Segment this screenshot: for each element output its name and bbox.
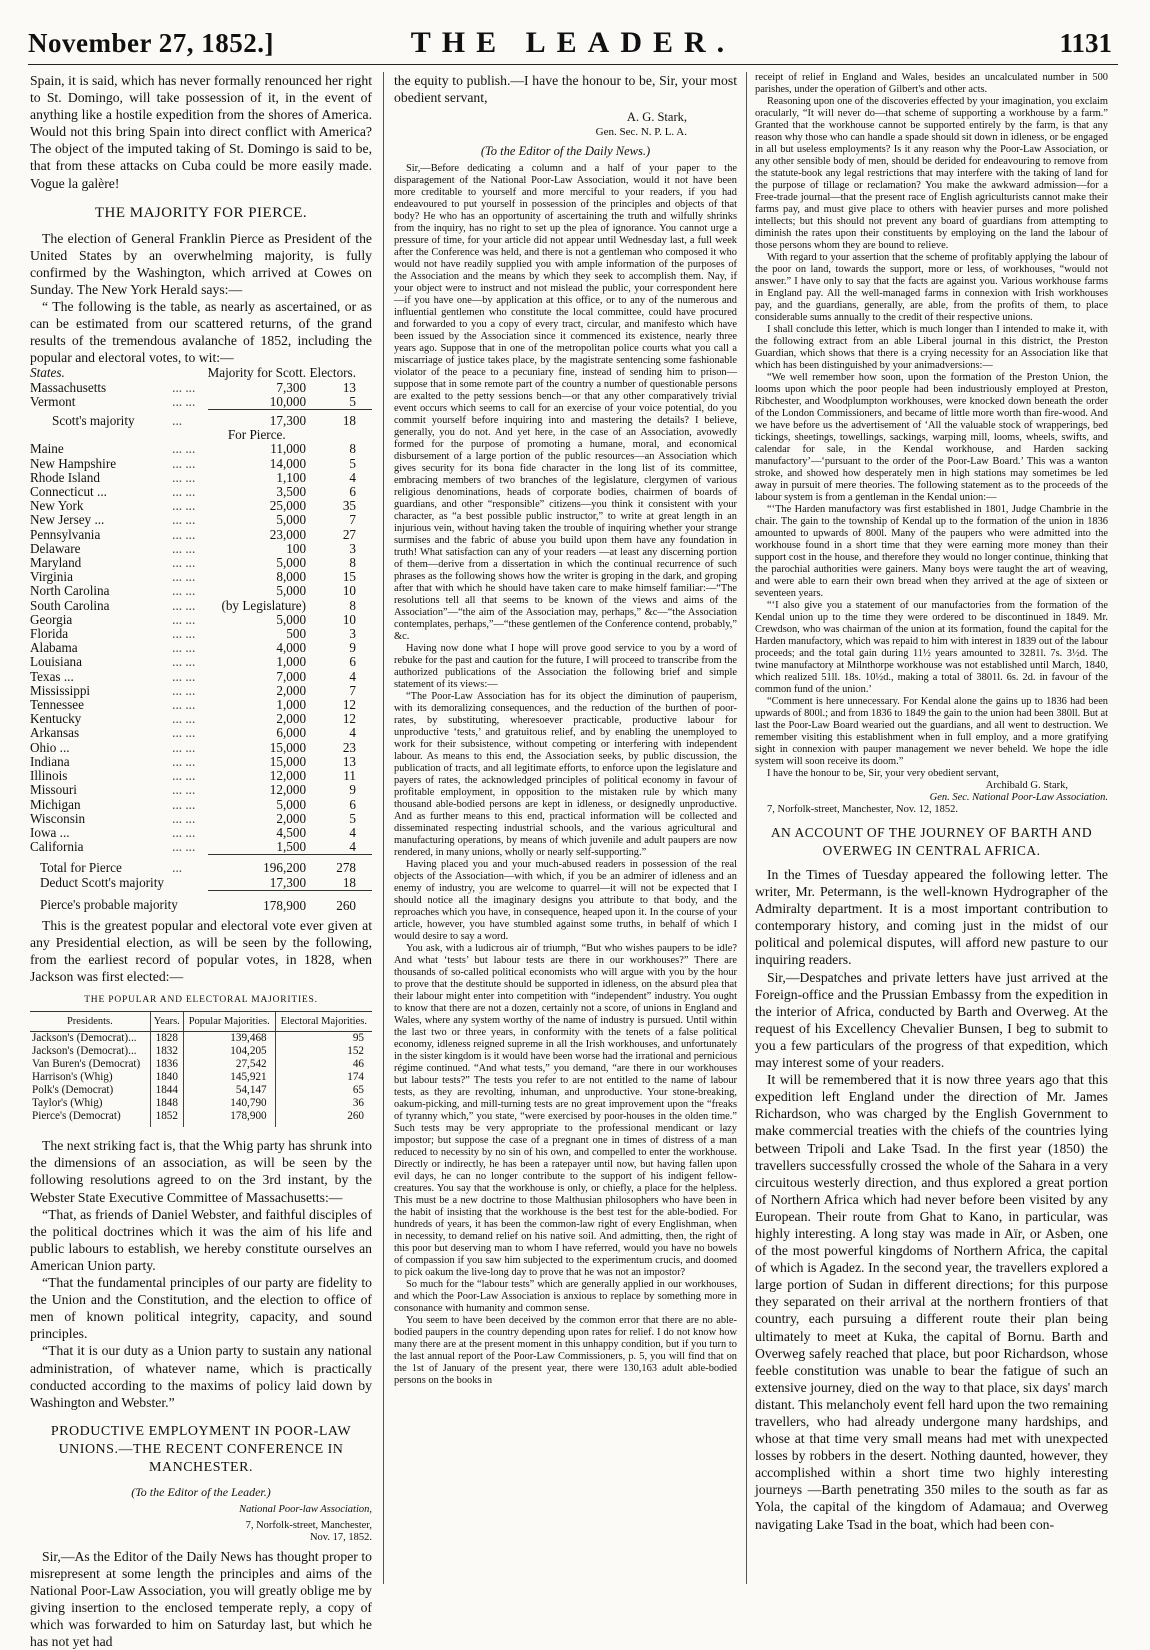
state-name: Louisiana [30, 654, 83, 670]
state-majority: 5,000 [276, 555, 307, 571]
masthead [28, 22, 1118, 62]
editor-note: (To the Editor of the Daily News.) [480, 144, 651, 159]
letter-paragraph: receipt of relief in England and Wales, besides an uncalculated number in 500 parishes, under the operation of Gilbert's and other acts. [755, 72, 1108, 95]
table-row: Illinois ... ... 12,000 11 [30, 769, 372, 783]
table-row: Virginia ... ... 8,000 15 [30, 570, 372, 584]
table-row: Kentucky ... ... 2,000 12 [30, 712, 372, 726]
table-row: Tennessee ... ... 1,000 12 [30, 698, 372, 712]
state-majority: 12,000 [269, 782, 307, 798]
state-name: Connecticut ... [30, 484, 107, 500]
state-name: Missouri [30, 782, 77, 798]
state-majority: 100 [286, 540, 307, 556]
state-electors: 9 [349, 782, 356, 798]
state-majority: 4,500 [276, 824, 307, 840]
total-label: Total for Pierce [40, 860, 122, 876]
state-majority: 14,000 [269, 455, 307, 471]
state-electors: 10 [342, 611, 356, 627]
state-majority: 5,000 [276, 796, 307, 812]
article-heading-pierce: THE MAJORITY FOR PIERCE. [94, 204, 308, 221]
state-name: New York [30, 498, 84, 514]
president-name: Jackson's (Democrat)... [32, 1045, 137, 1058]
table-row: Missouri ... ... 12,000 9 [30, 783, 372, 797]
table-row: Massachusetts ... ... 7,300 13 [30, 381, 372, 395]
president-name: Van Buren's (Democrat) [32, 1058, 141, 1071]
column-1 [30, 72, 372, 1650]
state-majority: 3,500 [276, 484, 307, 500]
state-electors: 8 [349, 441, 356, 457]
letter-paragraph: “The Poor-Law Association has for its object the diminution of pauperism, with its demoralizing consequences, and the reduction of the burthen of poor-rates, by substituting, wheresoever practicable, productive labour for unproductive ‘tests,’ and gratuitous relief, and by enabling the unemployed to work for their subsistence, without competing or interfering with independent labour. As means to this end, the Association seeks, by public discussion, the publication of tracts, and all legitimate efforts, to enforce upon the legislature and payers of rates, the acknowledged principles of political economy in favour of profitable employment, in opposition to the mistaken rule by which many thousand able-bodied persons are kept in idleness, or designedly unproductive. And as further means to this end, practical information will be collected and disseminated respecting industrial schools, and the various agricultural and manufacturing operations, by means of which juvenile and adult paupers are now rendered, in many unions, wholly or nearly self-supporting.” [394, 691, 737, 859]
probable-electors: 260 [306, 890, 372, 913]
letter-closing: I have the honour to be, Sir, your very obedient servant, [767, 768, 999, 779]
election-year: 1844 [150, 1084, 183, 1097]
state-majority: 500 [286, 626, 307, 642]
state-majority: 1,000 [276, 697, 307, 713]
state-electors: 9 [349, 640, 356, 656]
pierce-subheader [30, 428, 372, 442]
table-row: Louisiana ... ... 1,000 6 [30, 655, 372, 669]
state-majority: 1,500 [276, 839, 307, 855]
state-electors: 6 [349, 796, 356, 812]
col-header-electors: Electors. [309, 365, 356, 381]
state-name: Illinois [30, 768, 68, 784]
page-number: 1131 [1059, 28, 1112, 58]
table-row [30, 1097, 372, 1110]
table-row: New Jersey ... ... ... 5,000 7 [30, 513, 372, 527]
state-electors: 12 [342, 697, 356, 713]
state-name: Tennessee [30, 697, 84, 713]
address-line: National Poor-law Association, [239, 1503, 372, 1515]
col-header-electoral: Electoral Majorities. [275, 1012, 372, 1032]
signature-title: Gen. Sec. National Poor-Law Association. [929, 792, 1108, 803]
state-electors: 5 [349, 455, 356, 471]
paragraph: It will be remembered that it is now three years ago that this expedition left England under the direction of Mr. James Richardson, who was charged by the English Government to make commercial treaties with the chiefs of the countries lying between Tripoli and Lake Tsad. In the first year (1850) the travellers successfully crossed the whole of the Sahara in a very circuitous westerly direction, and thus explored a great portion of Northern Africa which had never before been visited by any European. Their route from Ghat to Kano, in particular, was highly interesting. A long stay was made in Aïr, or Asben, one of the most powerful kingdoms of Northern Africa, the capital of which is Agadez. In the second year, the travellers explored a large portion of Sudan in different directions; for this purpose they separated on their arrival at the northern frontiers of that country, each pursuing a different route their plan being ultimately to meet at Kuka, the capital of Bornu. Barth and Overweg safely reached that place, but poor Richardson, whose feeble constitution was unable to bear the fatigue of such an extensive journey, died on the way to that place, six days' march distant. This melancholy event fell hard upon the two remaining travellers, who had already undergone many hardships, and whose at that time very small means had met with unexpected losses by robbers in the desert. Nothing daunted, however, they accomplished within a short time two highly interesting journeys —Barth penetrating 350 miles to the south as far as Yola, the capital of the kingdom of Adamaua; and Overweg navigating Lake Tsad in the boat, which had been con- [755, 1072, 1108, 1532]
state-name: Virginia [30, 569, 73, 585]
table-row: Florida ... ... 500 3 [30, 627, 372, 641]
state-name: Florida [30, 626, 69, 642]
address-line: Nov. 17, 1852. [309, 1531, 372, 1543]
state-majority: 23,000 [269, 526, 307, 542]
table-row: New York ... ... 25,000 35 [30, 499, 372, 513]
editor-note: (To the Editor of the Leader.) [131, 1484, 271, 1499]
column-divider [746, 72, 747, 1584]
quoted-paragraph: “‘The Harden manufactory was first established in 1801, Judge Chambrie in the chair. The gain to the township of Kendal up to the formation of the union in 1836 amounted to upwards of 800l. Many of the paupers who were admitted into the workhouse found in a short time that they were earning more money than their support cost in the house, and therefore they would no longer continue, thinking that the parochial authorities were gainers. Many boys were taught the art of weaving, and were able to earn their own bread when they arrived at the age of sixteen or seventeen years. [755, 504, 1108, 599]
table-row: Michigan ... ... 5,000 6 [30, 798, 372, 812]
probable-majority: 178,900 [208, 890, 307, 913]
state-electors: 5 [349, 810, 356, 826]
state-majority: 2,000 [276, 810, 307, 826]
president-name: Jackson's (Democrat)... [32, 1032, 137, 1045]
state-majority: 15,000 [269, 739, 307, 755]
table-row: Mississippi ... ... 2,000 7 [30, 684, 372, 698]
total-majority: 17,300 [208, 410, 307, 429]
article-heading-poor-law: PRODUCTIVE EMPLOYMENT IN POOR-LAW UNIONS.—THE RECENT CONFERENCE IN MANCHESTER. [50, 1423, 352, 1475]
table-row: California ... ... 1,500 4 [30, 840, 372, 855]
masthead-rule [28, 64, 1118, 65]
paragraph: Sir,—Despatches and private letters have just arrived at the Foreign-office and the Prussian Embassy from the expedition in the interior of Africa, conducted by Barth and Overweg. At the request of his Excellency Chevalier Bunsen, I beg to submit to you a few particulars of the progress of that expedition, which may interest some of your readers. [755, 969, 1108, 1071]
state-electors: 4 [349, 469, 356, 485]
state-name: California [30, 839, 84, 855]
paragraph: Sir,—As the Editor of the Daily News has thought proper to misrepresent at some length the principles and aims of the National Poor-Law Association, you will greatly oblige me by giving insertion to the enclosed temperate reply, a copy of which was forwarded to him on Saturday last, but which he has not yet had [30, 1548, 372, 1650]
state-name: Ohio ... [30, 739, 70, 755]
state-electors: 12 [342, 711, 356, 727]
table-row: Pennsylvania ... ... 23,000 27 [30, 528, 372, 542]
majorities-header [30, 1012, 372, 1032]
signature: Archibald G. Stark, [985, 780, 1068, 791]
state-electors: 15 [342, 569, 356, 585]
paragraph: the equity to publish.—I have the honour to be, Sir, your most obedient servant, [394, 73, 737, 106]
letter-paragraph: With regard to your assertion that the scheme of profitably applying the labour of the poor on land, towards the support, more or less, of workhouses, “would not answer.” I have only to say that the facts are against you. Various workhouse farms in England pay. All the well-managed farms in connexion with Irish workhouses pay, and the guardians, generally, are able, from the profits of them, to place considerable sums annually to the credit of their respective unions. [755, 252, 1108, 323]
votes-table-header [30, 366, 372, 380]
state-majority: 11,000 [270, 441, 307, 457]
state-name: New Hampshire [30, 455, 117, 471]
table-row: Ohio ... ... ... 15,000 23 [30, 741, 372, 755]
state-electors: 11 [343, 768, 356, 784]
scott-total-row: Scott's majority ... 17,300 18 [30, 410, 372, 429]
deduct-electors: 18 [342, 874, 356, 890]
electoral-majority: 95 [275, 1032, 372, 1046]
col-header-president: Presidents. [30, 1012, 150, 1032]
state-electors: 7 [349, 512, 356, 528]
state-name: Michigan [30, 796, 81, 812]
letter-paragraph: Reasoning upon one of the discoveries effected by your imagination, you exclaim oracularly, “It will never do—that scheme of supporting a workhouse by a farm.” Granted that the workhouse cannot be supported entirely by the farm, is that any reason why those who can handle a spade should sit down in idleness, or be engaged in all but useless employments? Is it any reason why the Poor-Law Association, or any other sensible body of men, should be derided for endeavouring to remove from the statute-book any legal restrictions that may interfere with the taking of land for the purpose of tillage or reclamation? You make the awkward admission—for a Free-trade journal—that the present race of English agriculturists cannot make their farms pay, and must give place to others with heavier purses and more polished intellects; but this should not prevent any board of guardians from attempting to diminish the rates upon their constituents by employing on the land the labour of those persons whom they are bound to relieve. [755, 96, 1108, 251]
majorities-rows [30, 1032, 372, 1128]
state-electors: 6 [349, 654, 356, 670]
state-name: Wisconsin [30, 810, 86, 826]
table-row [30, 1071, 372, 1084]
intro-paragraph: Spain, it is said, which has never formally renounced her right to St. Domingo, will take possession of it, in the event of anything like a hostile expedition from the shores of America. Would not this bring Spain into direct conflict with America? The object of the imputed taking of St. Domingo is said to be, that from these attacks on Cuba could be more easily made. Vogue la galère! [30, 73, 372, 191]
state-electors: 7 [349, 682, 356, 698]
votes-table [30, 366, 372, 913]
resolution: “That it is our duty as a Union party to sustain any national administration, of whatever name, which is practically conducted according to the maxims of policy laid down by Washington and Webster.” [30, 1343, 372, 1410]
table-row: Iowa ... ... ... 4,500 4 [30, 826, 372, 840]
electoral-majority: 260 [275, 1110, 372, 1127]
quoted-paragraph: “We well remember how soon, upon the formation of the Preston Union, the looms upon which the poor people had been industriously employed at Preston, Ribchester, and Woodplumpton workhouses, were knocked down beneath the order of the London Commissioners, and became of little more worth than fire-wood. And we have before us the advertisement of ‘All the valuable stock of wrapperings, bed tickings, sheetings, towellings, sackings, warping mill, looms, wheels, swifts, and calendar for sale, in the Kendal workhouse, and Harden sacking manufactory’—‘pursuant to the order of the Poor-Law Board.’ This was a wanton stroke, and showed how desperately men in high stations may sometimes be led away in pursuit of mere theories. The following statement as to the proceeds of the labour system is from a gentleman in the Kendal union:— [755, 372, 1108, 503]
state-majority: 15,000 [269, 753, 307, 769]
state-majority: 12,000 [269, 768, 307, 784]
address-line: 7, Norfolk-street, Manchester, [245, 1519, 372, 1531]
table-row [30, 1058, 372, 1071]
letter-paragraph: So much for the “labour tests” which are generally applied in our workhouses, and which the Poor-Law Association is anxious to replace by something more in consonance with humanity and common sense. [394, 1279, 737, 1315]
newspaper-title: THE LEADER. [410, 26, 736, 59]
state-majority: 6,000 [276, 725, 307, 741]
table-row: New Hampshire ... ... 14,000 5 [30, 457, 372, 471]
election-year: 1848 [150, 1097, 183, 1110]
state-electors: 4 [349, 668, 356, 684]
paragraph: The next striking fact is, that the Whig party has shrunk into the dimensions of an association, as will be seen by the following resolutions agreed to on the 3rd instant, by the Webster State Executive Committee of Massachusetts:— [30, 1138, 372, 1205]
state-electors: 27 [342, 526, 356, 542]
pierce-rows [30, 442, 372, 854]
state-majority: (by Legislature) [221, 597, 307, 613]
state-majority: 5,000 [276, 611, 307, 627]
state-name: Maine [30, 441, 64, 457]
total-majority: 196,200 [208, 855, 307, 876]
state-name: Mississippi [30, 682, 91, 698]
resolution: “That, as friends of Daniel Webster, and faithful disciples of the political doctrines which it was the aim of his life and public labours to establish, we hereby constitute ourselves an American Union party. [30, 1206, 372, 1273]
election-year: 1828 [150, 1032, 183, 1046]
table-row [30, 1045, 372, 1058]
table-row: Vermont ... ... 10,000 5 [30, 395, 372, 410]
table-row: Texas ... ... ... 7,000 4 [30, 670, 372, 684]
total-row: Total for Pierce ... 196,200 278 [30, 855, 372, 876]
state-name: New Jersey ... [30, 512, 105, 528]
pierce-label: For Pierce. [227, 427, 286, 443]
popular-majority: 145,921 [183, 1071, 275, 1084]
state-electors: 35 [342, 498, 356, 514]
popular-majority: 178,900 [183, 1110, 275, 1127]
quoted-paragraph: “Comment is here unnecessary. For Kendal alone the gains up to 1836 had been upwards of 800l.; and from 1836 to 1849 the gain to the union had been 380ll. But at last the Poor-Law Board wearied out the guardians, and all went to destruction. We remember visiting this establishment when in full employ, and a more gratifying sight in connexion with pauper management we never beheld. We hope the idle system will soon receive its doom.” [755, 696, 1108, 767]
letter-paragraph: Having now done what I hope will prove good service to you by a word of rebuke for the past and caution for the future, I will proceed to transcribe from the authorized publications of the Association the following brief and simple statement of its views:— [394, 643, 737, 691]
resolution: “That the fundamental principles of our party are fidelity to the Union and the Constitution, and the election to office of men of known political integrity, capacity, and sound principles. [30, 1275, 372, 1342]
letter-paragraph: You seem to have been deceived by the common error that there are no able-bodied paupers in the country depending upon rates for relief. I do not know how many there are at the present moment in this unhappy condition, but if you turn to the last annual report of the Poor-Law Commissioners, p. 5, you will find that on the 1st of January of the present year, there were 130,163 adult able-bodied persons on the books in [394, 1315, 737, 1387]
popular-majority: 104,205 [183, 1045, 275, 1058]
state-name: North Carolina [30, 583, 110, 599]
table-row: North Carolina ... ... 5,000 10 [30, 584, 372, 598]
signature-address: 7, Norfolk-street, Manchester, Nov. 12, 1852. [767, 804, 959, 815]
state-majority: 10,000 [269, 393, 307, 409]
state-name: Rhode Island [30, 469, 100, 485]
state-electors: 8 [349, 555, 356, 571]
popular-majority: 140,790 [183, 1097, 275, 1110]
state-name: Delaware [30, 540, 81, 556]
column-divider [383, 72, 384, 1584]
total-label: Scott's majority [52, 412, 135, 428]
state-name: Massachusetts [30, 379, 107, 395]
quoted-paragraph: “‘I also give you a statement of our manufactories from the formation of the Kendal union up to the time they were ordered to be discontinued in 1849. Mr. Crewdson, who was chairman of the union at its formation, found the capital for the Harden manufactory, which was repaid to him with interest in 1839 out of the labour proceeds; and the total gain during 11½ years amounted to 3281l. 7s. 3½d. The twine manufactory at Milnthorpe workhouse was not established until March, 1840, which realized 51ll. 18s. 10½d., making a total of 3801l. 6s. 2d. in favour of the common fund of the union.’ [755, 600, 1108, 695]
deduct-label: Deduct Scott's majority [40, 874, 164, 890]
paragraph: In the Times of Tuesday appeared the following letter. The writer, Mr. Petermann, is the well-known Hydrographer of the Admiralty department. It is a most important contribution to contemporary history, and coming just in the midst of our political and polemical disputes, will afford new pasture to our inquiring readers. [755, 867, 1108, 968]
state-majority: 8,000 [276, 569, 307, 585]
state-electors: 3 [349, 626, 356, 642]
state-electors: 13 [342, 753, 356, 769]
total-electors: 18 [306, 410, 372, 429]
column-3 [755, 72, 1108, 1587]
letter-paragraph: Having placed you and your much-abused readers in possession of the real objects of the Association—with which, if you be an admirer of idleness and an enemy of industry, you are welcome to quarrel—it will not be expected that I should notice all the imaginary designs you attribute to that body, and the reproaches which you have, in consequence, heaped upon it. In the course of your article, however, you have stumbled against some truths, in behalf of which I would desire to say a word. [394, 859, 737, 943]
state-electors: 3 [349, 540, 356, 556]
column-2 [394, 72, 737, 1587]
president-name: Taylor's (Whig) [32, 1097, 103, 1110]
total-electors: 278 [306, 855, 372, 876]
probable-row [30, 890, 372, 913]
election-year: 1836 [150, 1058, 183, 1071]
state-majority: 5,000 [276, 512, 307, 528]
table-row [30, 1110, 372, 1127]
state-electors: 13 [342, 379, 356, 395]
state-name: Vermont [30, 394, 76, 410]
president-name: Polk's (Democrat) [32, 1084, 114, 1097]
state-majority: 1,000 [276, 654, 307, 670]
deduct-row [30, 876, 372, 891]
letter-paragraph: You ask, with a ludicrous air of triumph, “But who wishes paupers to be idle? And what ‘tests’ but labour tests are there in our workhouses?” There are thousands of so-called political economists who will argue with you by the hour to prove that the destitute should be supported in idleness, on the absurd plea that their labour might enter into competition with “independent” industry. You ought to know that there are not a dozen, certainly not a score, of unions in England and Wales, where any system worthy of the name of industry is pursued. Until within the last two or three years, in conformity with the tenets of a false political economy, idleness reigned supreme in all the Irish workhouses, and unfortunately in the sister kingdom is it would have been worse had the irrational and pernicious régime continued. “And what tests,” you demand, “are there in our workhouses but labour tests?” The tests you refer to are not entitled to the name of labour tests, as they are revolting, inhuman, and unproductive. Your stone-breaking, oakum-picking, and mill-turning tests are no great improvement upon the “freaks of tyranny which,” you state, “were exercised by poor-houses in the olden time.” Such tests may be very appropriate to the professional mendicant or lazy impostor; but suppose the case of a pregnant one in times of distress of a man reduced to necessity by no sin of his own, and compelled to enter the workhouse. Directly or indirectly, he has been a ratepayer until now, but having fallen upon evil days, he can no longer contribute to the support of his indigent fellow-creatures. You say that the workhouse is only, or chiefly, a place for the helpless. This must be a new doctrine to those Malthusian philosophers who have been in the habit of insisting that the workhouse is the best test for the able-bodied. For hundreds of years, it has been the common-law right of every Englishman, when in necessity, to demand relief on his native soil. And admitting, then, the right of this poor but deserving man to whom I have referred, would you have no bowels of compassion if you saw him subjected to the experimentum crucis, and doomed to pick oakum the live-long day to prove that he was not an impostor? [394, 943, 737, 1279]
state-name: Indiana [30, 753, 70, 769]
electoral-majority: 65 [275, 1084, 372, 1097]
table-row: Connecticut ... ... ... 3,500 6 [30, 485, 372, 499]
col-header-states: States. [30, 365, 65, 381]
table-row: Georgia ... ... 5,000 10 [30, 613, 372, 627]
letter-paragraph: I shall conclude this letter, which is much longer than I intended to make it, with the following extract from an able Liberal journal in this district, the Preston Guardian, which shows that there is a crying necessity for an Association like that which has been distinguished by your animadversions:— [755, 324, 1108, 371]
signature: A. G. Stark, [626, 110, 687, 125]
letter-paragraph: Sir,—Before dedicating a column and a half of your paper to the disparagement of the National Poor-Law Association, would it not have been more creditable to yourself and more merciful to your readers, if you had endeavoured to put yourself in possession of the principles and objects of that body? He who has an opportunity of ascertaining the truth and wilfully shrinks from the inquiry, has no right to set up the plea of ignorance. You cannot urge a pressure of time, for your article did not appear until Wednesday last, a full week after the Conference was held, and there is not a gentleman who composed it who would not have readily supplied you with ample information of the purposes of the Association and the means by which they seek to accomplish them. Nay, if your object were to instruct and not mislead the public, your correspondent here—if you have one—by application at this office, or to any of the numerous and influential gentlemen who constitute the local committee, could have procured and forwarded to you a copy of every tract, circular, and manifesto which have been issued by the Association since it commenced its existence, nearly three years ago. Suppose that in one of the metropolitan police courts what you call a miscarriage of justice takes place, by the magistrate sentencing some fashionable violator of the peace to a pecuniary fine, instead of sending him to prison—suppose that in some remote part of the country a number of questionable persons are exalted to the petty sessions bench—or that any other comparatively trivial event occurs which seems to call for an exercise of your voice potential, do you commit yourself before inquiring into and mastering the details? I believe, generally, you do not. And yet here, in the case of an Association, avowedly formed for the purpose of promoting a humane, moral, and economical disbursement of a large portion of the public resources—an Association which gives security for its bona fide character in the long list of its committee, embracing members of two branches of the legislature, clergymen of various religious denominations, heads of corporate bodies, chairmen of boards of guardians, and other “responsible” citizens—you think it consistent with your character, as “a best possible public instructor,” to write at great length in an injurious vein, without having taken the trouble of inquiring whether your strange surmises and the fabric of abuse you build upon them have any foundation in truth! What satisfaction can any of your readers —at least any discerning portion of them—derive from a dissertation in which the continual recurrence of such phrases as the following shows how the writer is groping in the dark, and groping after that with which he should have taken care to make himself familiar:—“The resolutions tell all that seems to be known of the views and aims of the Association”—“the aim of the Association may, perhaps,” &c—“the Association contemplates, perhaps,”—“these gentlemen of the Conference contend, probably,” &c. [394, 163, 737, 643]
state-majority: 25,000 [269, 498, 307, 514]
election-year: 1840 [150, 1071, 183, 1084]
state-majority: 2,000 [276, 711, 307, 727]
electoral-majority: 46 [275, 1058, 372, 1071]
table-row: Wisconsin ... ... 2,000 5 [30, 812, 372, 826]
table-row: Rhode Island ... ... 1,100 4 [30, 471, 372, 485]
state-majority: 1,100 [276, 469, 307, 485]
table-row: South Carolina ... ... (by Legislature) 8 [30, 599, 372, 613]
table-row: Alabama ... ... 4,000 9 [30, 641, 372, 655]
electoral-majority: 174 [275, 1071, 372, 1084]
state-electors: 5 [349, 393, 356, 409]
popular-majority: 54,147 [183, 1084, 275, 1097]
state-electors: 4 [349, 824, 356, 840]
issue-date: November 27, 1852.] [28, 28, 274, 58]
paragraph: The election of General Franklin Pierce as President of the United States by an overwhelming majority, is fully confirmed by the Washington, which arrived at Cowes on Sunday. The New York Herald says:— [30, 230, 372, 297]
state-name: Texas ... [30, 668, 74, 684]
paragraph: “ The following is the table, as nearly as ascertained, or as can be estimated from our scattered returns, of the grand results of the tremendous avalanche of 1852, including the popular and electoral votes, to wit:— [30, 299, 372, 366]
state-name: Maryland [30, 555, 82, 571]
state-name: Pennsylvania [30, 526, 101, 542]
election-year: 1832 [150, 1045, 183, 1058]
state-name: Georgia [30, 611, 73, 627]
state-name: Alabama [30, 640, 78, 656]
probable-label: Pierce's probable majority [40, 897, 178, 913]
election-year: 1852 [150, 1110, 183, 1127]
table-row: Maine ... ... 11,000 8 [30, 442, 372, 456]
majorities-table-title: THE POPULAR AND ELECTORAL MAJORITIES. [84, 995, 318, 1006]
state-electors: 8 [349, 597, 356, 613]
electoral-majority: 152 [275, 1045, 372, 1058]
col-header-popular: Popular Majorities. [183, 1012, 275, 1032]
state-name: Kentucky [30, 711, 82, 727]
president-name: Harrison's (Whig) [32, 1071, 113, 1084]
signature-title: Gen. Sec. N. P. L. A. [595, 126, 687, 139]
electoral-majority: 36 [275, 1097, 372, 1110]
state-name: South Carolina [30, 597, 110, 613]
col-header-majority: Majority for Scott. [207, 365, 307, 381]
col-header-year: Years. [150, 1012, 183, 1032]
state-name: Iowa ... [30, 824, 70, 840]
deduct-majority: 17,300 [269, 874, 307, 890]
state-electors: 4 [349, 839, 356, 855]
state-majority: 7,000 [276, 668, 307, 684]
state-name: Arkansas [30, 725, 80, 741]
majorities-table [30, 1011, 372, 1127]
paragraph: This is the greatest popular and electoral vote ever given at any Presidential election, as will be seen by the following, from the earliest record of popular votes, in 1828, when Jackson was first elected:— [30, 917, 372, 985]
article-heading-africa: AN ACCOUNT OF THE JOURNEY OF BARTH AND OVERWEG IN CENTRAL AFRICA. [770, 825, 1093, 858]
table-row: Delaware ... ... 100 3 [30, 542, 372, 556]
popular-majority: 27,542 [183, 1058, 275, 1071]
state-majority: 2,000 [276, 682, 307, 698]
state-electors: 10 [342, 583, 356, 599]
state-majority: 7,300 [276, 379, 307, 395]
president-name: Pierce's (Democrat) [32, 1110, 121, 1123]
state-electors: 23 [342, 739, 356, 755]
state-majority: 5,000 [276, 583, 307, 599]
state-majority: 4,000 [276, 640, 307, 656]
table-row: Arkansas ... ... 6,000 4 [30, 726, 372, 740]
table-row: Indiana ... ... 15,000 13 [30, 755, 372, 769]
state-electors: 6 [349, 484, 356, 500]
table-row [30, 1032, 372, 1046]
state-electors: 4 [349, 725, 356, 741]
table-row: Maryland ... ... 5,000 8 [30, 556, 372, 570]
table-row [30, 1084, 372, 1097]
popular-majority: 139,468 [183, 1032, 275, 1046]
